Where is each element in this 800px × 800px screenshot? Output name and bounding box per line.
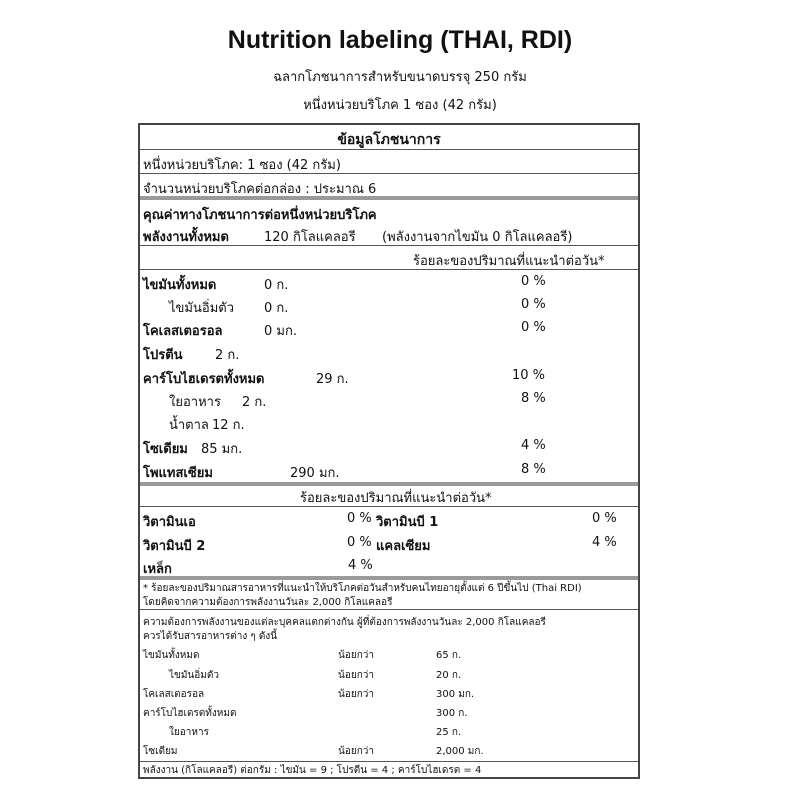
footnote-line-1: * ร้อยละของปริมาณสารอาหารที่แนะนำให้บริโภคต่อวันสำหรับคนไทยอายุตั้งแต่ 6 ปีขึ้นไป (Thai RDI) (143, 583, 582, 594)
vitamin-label: วิตามินบี 2 (143, 539, 206, 554)
divider (140, 506, 638, 507)
daily-value-qualifier: น้อยกว่า (338, 746, 374, 757)
nutrient-amount: 12 ก. (212, 418, 245, 433)
nutrient-label: ใยอาหาร (169, 395, 221, 410)
divider (140, 609, 638, 610)
vitamin-percent: 4 % (592, 535, 617, 550)
requirement-line-1: ความต้องการพลังงานของแต่ละบุคคลแตกต่างกัน ผู้ที่ต้องการพลังงานวันละ 2,000 กิโลแคลอรี (143, 617, 546, 628)
nutrient-label: คาร์โบไฮเดรตทั้งหมด (143, 372, 265, 387)
nutrient-amount: 0 ก. (264, 301, 289, 316)
divider (140, 149, 638, 150)
energy-value: 120 กิโลแคลอรี (264, 230, 356, 245)
vitamin-percent: 0 % (592, 511, 617, 526)
requirement-line-2: ควรได้รับสารอาหารต่าง ๆ ดังนี้ (143, 631, 278, 642)
nutrient-percent: 0 % (521, 274, 546, 289)
daily-value-label: ไขมันทั้งหมด (143, 650, 200, 661)
daily-value-label: โซเดียม (143, 746, 178, 757)
thick-divider (140, 196, 638, 200)
energy-from-fat: (พลังงานจากไขมัน 0 กิโลแคลอรี) (382, 230, 573, 245)
serving-size-text: หนึ่งหน่วยบริโภค: 1 ซอง (42 กรัม) (143, 158, 341, 173)
daily-value-qualifier: น้อยกว่า (338, 650, 374, 661)
nutrient-percent: 8 % (521, 462, 546, 477)
nutrient-label: ไขมันทั้งหมด (143, 278, 217, 293)
panel-header: ข้อมูลโภชนาการ (337, 132, 441, 148)
daily-value-amount: 300 ก. (436, 708, 468, 719)
thick-divider (140, 576, 638, 580)
daily-value-label: โคเลสเตอรอล (143, 689, 205, 700)
daily-value-qualifier: น้อยกว่า (338, 670, 374, 681)
divider (140, 761, 638, 762)
nutrition-facts-panel (138, 123, 640, 779)
daily-value-amount: 2,000 มก. (436, 746, 484, 757)
nutrient-label: โคเลสเตอรอล (143, 324, 223, 339)
daily-value-label: คาร์โบไฮเดรตทั้งหมด (143, 708, 237, 719)
energy-conversion-text: พลังงาน (กิโลแคลอรี) ต่อกรัม : ไขมัน = 9 ; โปรตีน = 4 ; คาร์โบไฮเดรต = 4 (143, 765, 482, 776)
nutrient-percent: 4 % (521, 438, 546, 453)
nutrient-label: โซเดียม (143, 442, 188, 457)
vitamin-label: วิตามินเอ (143, 515, 196, 530)
package-size-subtitle: ฉลากโภชนาการสำหรับขนาดบรรจุ 250 กรัม (273, 70, 527, 85)
nutrient-percent: 8 % (521, 391, 546, 406)
nutrient-percent: 0 % (521, 297, 546, 312)
nutrient-label: ไขมันอิ่มตัว (169, 301, 234, 316)
vitamins-heading: ร้อยละของปริมาณที่แนะนำต่อวัน* (300, 491, 492, 506)
daily-value-label: ใยอาหาร (169, 727, 209, 738)
serving-subtitle: หนึ่งหน่วยบริโภค 1 ซอง (42 กรัม) (303, 98, 497, 113)
energy-label: พลังงานทั้งหมด (143, 230, 229, 245)
nutrient-percent: 0 % (521, 320, 546, 335)
daily-value-amount: 300 มก. (436, 689, 475, 700)
daily-value-qualifier: น้อยกว่า (338, 689, 374, 700)
thick-divider (140, 482, 638, 486)
nutrient-label: โพแทสเซียม (143, 466, 213, 481)
nutrient-amount: 29 ก. (316, 372, 349, 387)
servings-per-pack-text: จำนวนหน่วยบริโภคต่อกล่อง : ประมาณ 6 (143, 182, 377, 197)
divider (140, 173, 638, 174)
vitamin-percent: 0 % (347, 511, 372, 526)
vitamin-label: วิตามินบี 1 (376, 515, 439, 530)
vitamin-label: แคลเซียม (376, 539, 431, 554)
nutrient-amount: 290 มก. (290, 466, 340, 481)
nutrient-percent: 10 % (512, 368, 546, 383)
daily-value-amount: 65 ก. (436, 650, 462, 661)
daily-value-label: ไขมันอิ่มตัว (169, 670, 219, 681)
footnote-line-2: โดยคิดจากความต้องการพลังงานวันละ 2,000 กิโลแคลอรี (143, 597, 393, 608)
vitamin-label: เหล็ก (143, 562, 172, 577)
percent-rdi-heading: ร้อยละของปริมาณที่แนะนำต่อวัน* (413, 254, 605, 269)
nutrient-amount: 85 มก. (201, 442, 243, 457)
divider (140, 245, 638, 246)
daily-value-amount: 25 ก. (436, 727, 462, 738)
per-serving-heading: คุณค่าทางโภชนาการต่อหนึ่งหน่วยบริโภค (143, 208, 377, 223)
vitamin-percent: 0 % (347, 535, 372, 550)
nutrient-label: น้ำตาล (169, 418, 209, 433)
nutrient-amount: 0 ก. (264, 278, 289, 293)
nutrient-amount: 2 ก. (215, 348, 240, 363)
divider (140, 269, 638, 270)
vitamin-percent: 4 % (348, 558, 373, 573)
page-title: Nutrition labeling (THAI, RDI) (227, 26, 573, 54)
daily-value-amount: 20 ก. (436, 670, 462, 681)
nutrient-amount: 2 ก. (242, 395, 267, 410)
nutrient-label: โปรตีน (143, 348, 183, 363)
nutrient-amount: 0 มก. (264, 324, 297, 339)
